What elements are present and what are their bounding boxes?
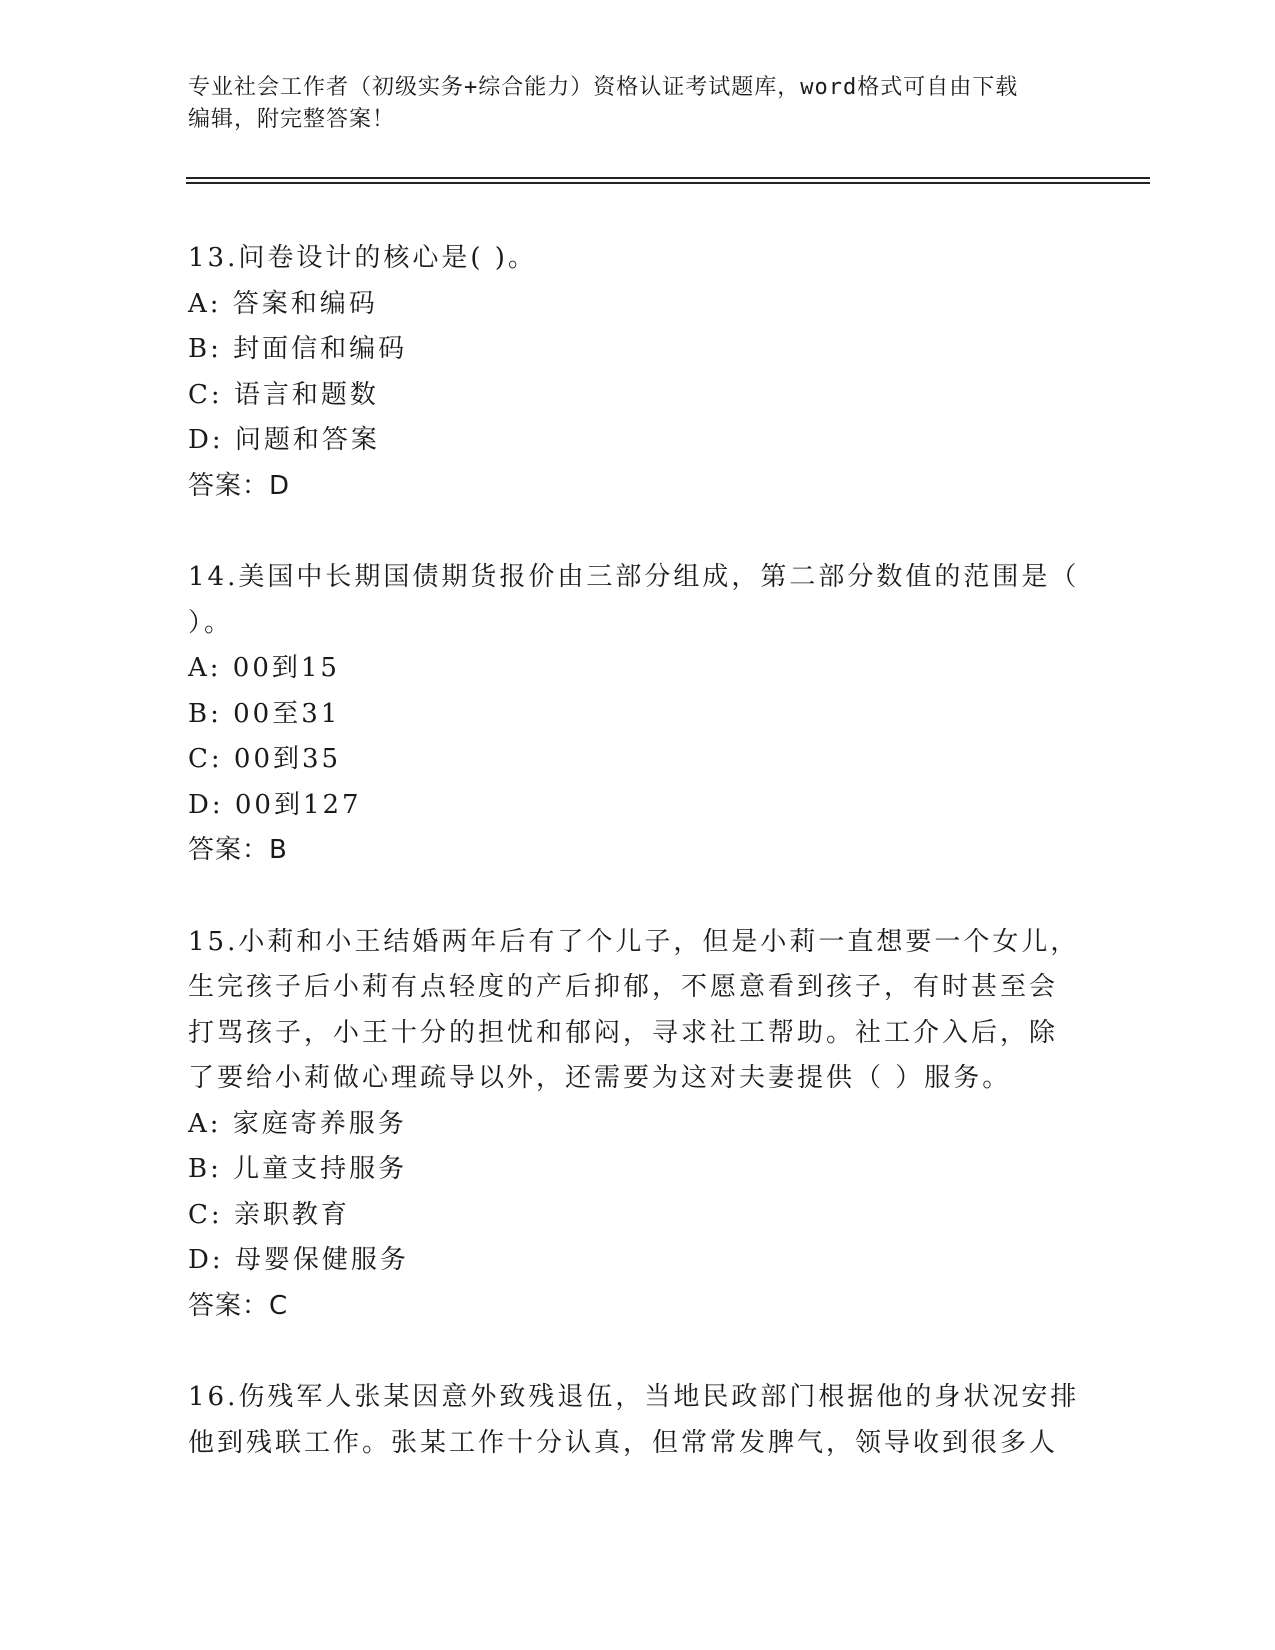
question-stem — [188, 1375, 1088, 1466]
question-stem-line: 14.美国中长期国债期货报价由三部分组成，第二部分数值的范围是（ — [188, 562, 1080, 592]
question-stem — [188, 555, 1088, 646]
header-rule-top — [186, 177, 1150, 179]
question-13 — [188, 236, 1088, 509]
answer-line: 答案：C — [188, 1290, 289, 1321]
question-15 — [188, 920, 1088, 1330]
question-stem-line: 了要给小莉做心理疏导以外，还需要为这对夫妻提供（ ）服务。 — [188, 1063, 1012, 1093]
answer-line: 答案：D — [188, 470, 291, 501]
option-c: C: 亲职教育 — [188, 1199, 350, 1230]
question-14 — [188, 555, 1088, 874]
question-stem-line: 15.小莉和小王结婚两年后有了个儿子，但是小莉一直想要一个女儿， — [188, 926, 1080, 957]
option-a: A: 家庭寄养服务 — [188, 1108, 407, 1139]
option-d: D: 母婴保健服务 — [188, 1245, 409, 1275]
header-line-1: 专业社会工作者（初级实务+综合能力）资格认证考试题库，word格式可自由下载 — [188, 75, 1019, 100]
question-stem — [188, 236, 1088, 282]
option-b: B: 00至31 — [188, 698, 341, 729]
question-stem-line: 16.伤残军人张某因意外致残退伍，当地民政部门根据他的身状况安排 — [188, 1382, 1080, 1412]
option-a: A: 答案和编码 — [188, 288, 378, 319]
header-line-2: 编辑，附完整答案！ — [188, 107, 396, 132]
answer-line: 答案：B — [188, 835, 288, 865]
question-stem — [188, 920, 1088, 1102]
option-d: D: 00到127 — [188, 789, 362, 820]
question-stem-line: ）。 — [188, 607, 234, 638]
option-b: B: 封面信和编码 — [188, 334, 408, 364]
question-stem-line: 他到残联工作。张某工作十分认真，但常常发脾气，领导收到很多人 — [188, 1427, 1059, 1458]
header-rule-bottom — [186, 182, 1150, 184]
question-stem-line: 打骂孩子，小王十分的担忧和郁闷，寻求社工帮助。社工介入后，除 — [188, 1017, 1059, 1048]
question-16 — [188, 1375, 1088, 1466]
option-c: C: 00到35 — [188, 744, 342, 774]
question-list — [188, 236, 1088, 1512]
question-stem-line: 13.问卷设计的核心是( )。 — [188, 243, 537, 273]
option-a: A: 00到15 — [188, 653, 340, 683]
document-header — [188, 72, 1098, 136]
option-b: B: 儿童支持服务 — [188, 1154, 408, 1184]
question-stem-line: 生完孩子后小莉有点轻度的产后抑郁，不愿意看到孩子，有时甚至会 — [188, 972, 1059, 1002]
option-d: D: 问题和答案 — [188, 425, 380, 455]
option-c: C: 语言和题数 — [188, 379, 379, 410]
